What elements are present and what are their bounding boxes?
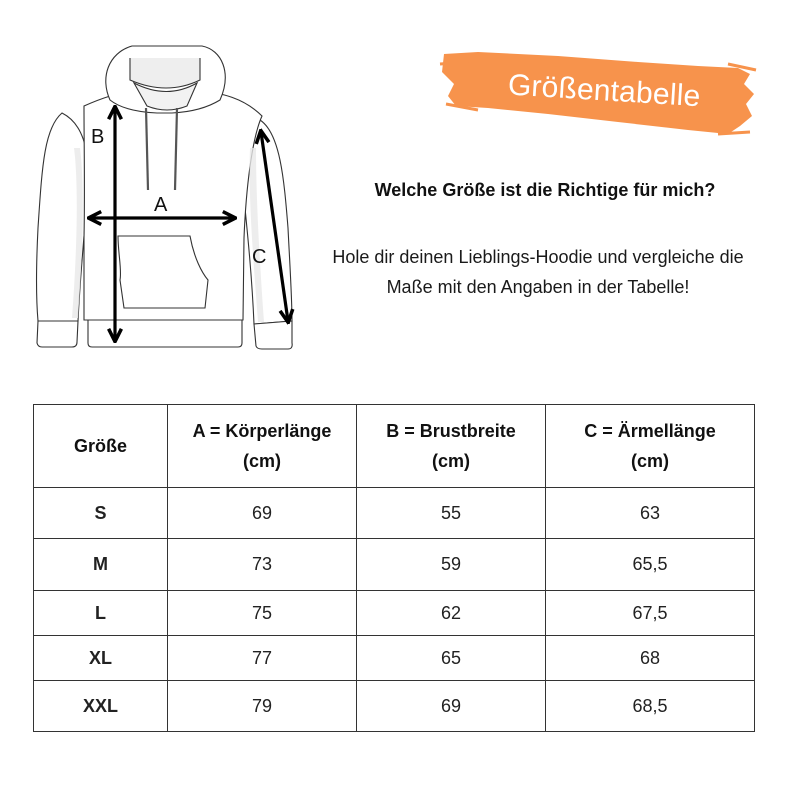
- body-length-cell: 73: [168, 539, 357, 591]
- label-b: B: [91, 126, 105, 148]
- size-cell: L: [34, 591, 168, 636]
- body-length-cell: 77: [168, 636, 357, 681]
- table-row: [34, 636, 755, 681]
- chest-width-cell: 65: [357, 636, 546, 681]
- sleeve-length-cell: 68: [546, 636, 755, 681]
- sleeve-length-cell: 63: [546, 488, 755, 539]
- title-badge-label: Größentabelle: [507, 68, 702, 114]
- intro-text: Hole dir deinen Lieblings-Hoodie und vergleiche die Maße mit den Angaben in der Tabelle!: [332, 247, 744, 297]
- chest-width-cell: 55: [357, 488, 546, 539]
- table-row: [34, 488, 755, 539]
- label-c: C: [252, 246, 267, 268]
- sleeve-length-cell: 68,5: [546, 681, 755, 732]
- table-row: [34, 681, 755, 732]
- size-table: [33, 404, 755, 732]
- body-length-cell: 69: [168, 488, 357, 539]
- size-cell: S: [34, 488, 168, 539]
- chest-width-cell: 62: [357, 591, 546, 636]
- table-header-row: [34, 405, 755, 488]
- body-length-cell: 79: [168, 681, 357, 732]
- label-a: A: [154, 194, 168, 216]
- header-chest-width: B = Brustbreite (cm): [357, 405, 546, 488]
- size-cell: XXL: [34, 681, 168, 732]
- table-row: [34, 539, 755, 591]
- sleeve-length-cell: 67,5: [546, 591, 755, 636]
- header-body-length: A = Körperlänge (cm): [168, 405, 357, 488]
- body-length-cell: 75: [168, 591, 357, 636]
- header-sleeve-length: C = Ärmellänge (cm): [546, 405, 755, 488]
- size-cell: XL: [34, 636, 168, 681]
- question-heading: Welche Größe ist die Richtige für mich?: [374, 180, 716, 200]
- sleeve-length-cell: 65,5: [546, 539, 755, 591]
- table-row: [34, 591, 755, 636]
- chest-width-cell: 59: [357, 539, 546, 591]
- title-badge: [438, 44, 758, 144]
- size-cell: M: [34, 539, 168, 591]
- hoodie-measurement-diagram: [22, 38, 312, 358]
- header-size: Größe: [34, 405, 168, 488]
- chest-width-cell: 69: [357, 681, 546, 732]
